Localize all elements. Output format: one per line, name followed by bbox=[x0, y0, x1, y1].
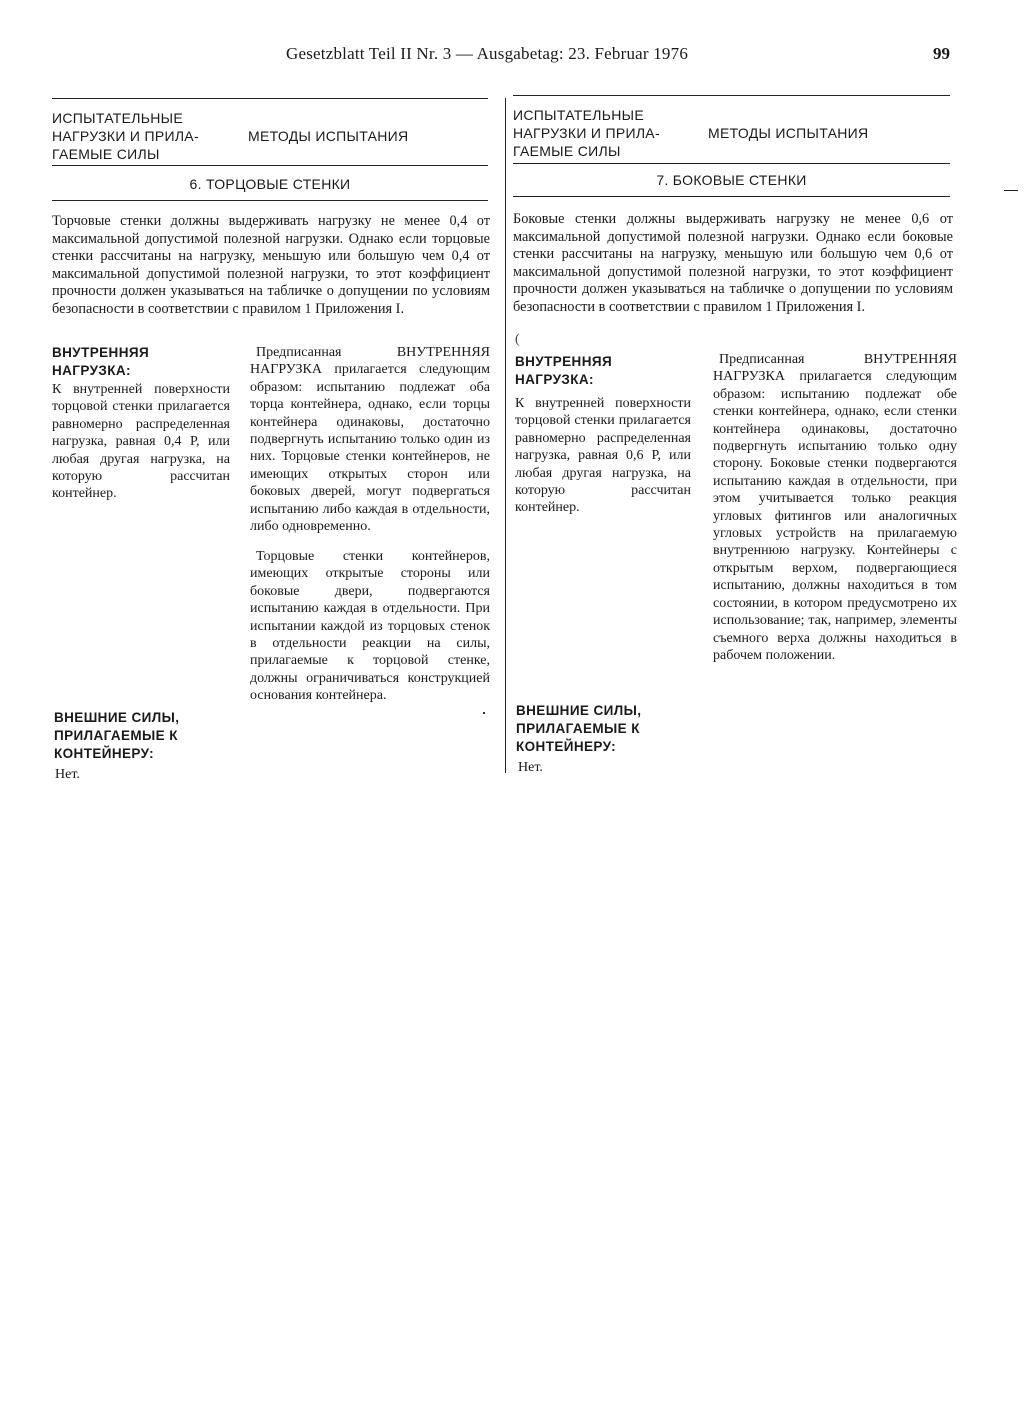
left-header-col2: МЕТОДЫ ИСПЫТАНИЯ bbox=[248, 128, 409, 144]
right-header-line: ИСПЫТАТЕЛЬНЫЕ bbox=[513, 107, 644, 123]
left-header-line: ГАЕМЫЕ СИЛЫ bbox=[52, 146, 160, 162]
left-dot-mark bbox=[483, 712, 485, 714]
left-header-rule bbox=[52, 165, 488, 166]
left-internal-load-label bbox=[52, 344, 232, 380]
right-external-forces-label bbox=[516, 702, 716, 756]
right-header-col2: МЕТОДЫ ИСПЫТАНИЯ bbox=[708, 125, 869, 141]
right-external-forces-text: Нет. bbox=[518, 760, 543, 775]
left-external-label-line: КОНТЕЙНЕРУ: bbox=[54, 746, 154, 761]
right-header-line: НАГРУЗКИ И ПРИЛА- bbox=[513, 125, 660, 141]
left-method-paragraph-2: Торцовые стенки контейнеров, имеющих открытые стороны или боковые двери, подвергаются испытанию каждая в отдельности. При испытании каждой из торцовых стенок в отдельности реакции на силы, прилагаемые к торцовой стенке, должны ограничиваться конструкцией основания контейнера. bbox=[250, 549, 490, 704]
right-header-line: ГАЕМЫЕ СИЛЫ bbox=[513, 143, 621, 159]
left-header-line: НАГРУЗКИ И ПРИЛА- bbox=[52, 128, 199, 144]
right-section-rule bbox=[513, 196, 950, 197]
left-external-label-line: ПРИЛАГАЕМЫЕ К bbox=[54, 728, 178, 743]
right-method-paragraph: Предписанная ВНУТРЕННЯЯ НАГРУЗКА прилагается следующим образом: испытанию подлежат обе стенки контейнера, однако, если стенки контейнера одинаковы, достаточно подвергнуть испытанию только одну сторону. Боковые стенки подвергаются испытанию каждая в отдельности, при этом учитывается только реакция угловых фитингов или аналогичных угловых устройств на прилагаемую внутреннюю нагрузку. Контейнеры с открытым верхом, подвергающиеся испытанию, должны находиться в том состоянии, в котором предусмотрено их использование; так, например, элементы съемного верха должны находиться в рабочем положении. bbox=[713, 352, 957, 663]
left-method-paragraph-1: Предписанная ВНУТРЕННЯЯ НАГРУЗКА прилагается следующим образом: испытанию подлежат оба торца контейнера, однако, если торцы контейнера одинаковы, достаточно подвергнуть испытанию только один из них. Торцовые стенки контейнеров, не имеющих открытых сторон или боковых дверей, могут подвергаться испытанию либо каждая в отдельности, либо одновременно. bbox=[250, 345, 490, 535]
right-external-label-line: ВНЕШНИЕ СИЛЫ, bbox=[516, 703, 642, 718]
right-external-label-line: ПРИЛАГАЕМЫЕ К bbox=[516, 721, 640, 736]
left-intro-paragraph: Торчовые стенки должны выдерживать нагрузку не менее 0,4 от максимальной допустимой полезной нагрузки. Однако если торцовые стенки рассчитаны на нагрузку, меньшую или большую чем 0,4 от максимальной допустимой полезной нагрузки, то этот коэффициент прочности должен указываться на табличке о допущении по условиям безопасности в соответствии с правилом 1 Приложения I. bbox=[52, 213, 490, 317]
left-internal-label-line: ВНУТРЕННЯЯ bbox=[52, 345, 150, 360]
right-internal-load-text: К внутренней поверхности торцовой стенки прилагается равномерно распределенная нагрузка, равная 0,6 Р, или любая другая нагрузка, на которую рассчитан контейнер. bbox=[515, 396, 691, 516]
left-section-rule bbox=[52, 200, 488, 201]
right-stray-mark: ( bbox=[515, 332, 520, 347]
right-section-title: 7. БОКОВЫЕ СТЕНКИ bbox=[656, 172, 807, 188]
right-internal-label-line: НАГРУЗКА: bbox=[515, 372, 594, 387]
page-number: 99 bbox=[933, 44, 950, 63]
column-divider bbox=[505, 98, 506, 773]
margin-scan-mark bbox=[1004, 190, 1018, 191]
right-internal-load-label bbox=[515, 353, 695, 389]
left-internal-label-line: НАГРУЗКА: bbox=[52, 363, 131, 378]
left-internal-load-text: К внутренней поверхности торцовой стенки прилагается равномерно распределенная нагрузка, равная 0,4 Р, или любая другая нагрузка, на которую рассчитан контейнер. bbox=[52, 382, 230, 502]
running-head: Gesetzblatt Teil II Nr. 3 — Ausgabetag: 23. Februar 1976 bbox=[286, 44, 689, 63]
left-external-forces-text: Нет. bbox=[55, 767, 80, 782]
left-header-line: ИСПЫТАТЕЛЬНЫЕ bbox=[52, 110, 183, 126]
left-external-label-line: ВНЕШНИЕ СИЛЫ, bbox=[54, 710, 180, 725]
right-external-label-line: КОНТЕЙНЕРУ: bbox=[516, 739, 616, 754]
top-rule-right bbox=[513, 95, 950, 96]
left-external-forces-label bbox=[54, 709, 254, 763]
right-intro-paragraph: Боковые стенки должны выдерживать нагрузку не менее 0,6 от максимальной допустимой полезной нагрузки. Однако если боковые стенки рассчитаны на нагрузку, меньшую или большую чем 0,6 от максимальной допустимой полезной нагрузки, то этот коэффициент прочности должен указываться на табличке о допущении по условиям безопасности в соответствии с правилом 1 Приложения I. bbox=[513, 211, 953, 315]
right-header-rule bbox=[513, 163, 950, 164]
top-rule-left bbox=[52, 98, 488, 99]
right-header-col1 bbox=[513, 106, 703, 160]
left-header-col1 bbox=[52, 109, 242, 163]
right-internal-label-line: ВНУТРЕННЯЯ bbox=[515, 354, 613, 369]
left-section-title: 6. ТОРЦОВЫЕ СТЕНКИ bbox=[189, 176, 351, 192]
